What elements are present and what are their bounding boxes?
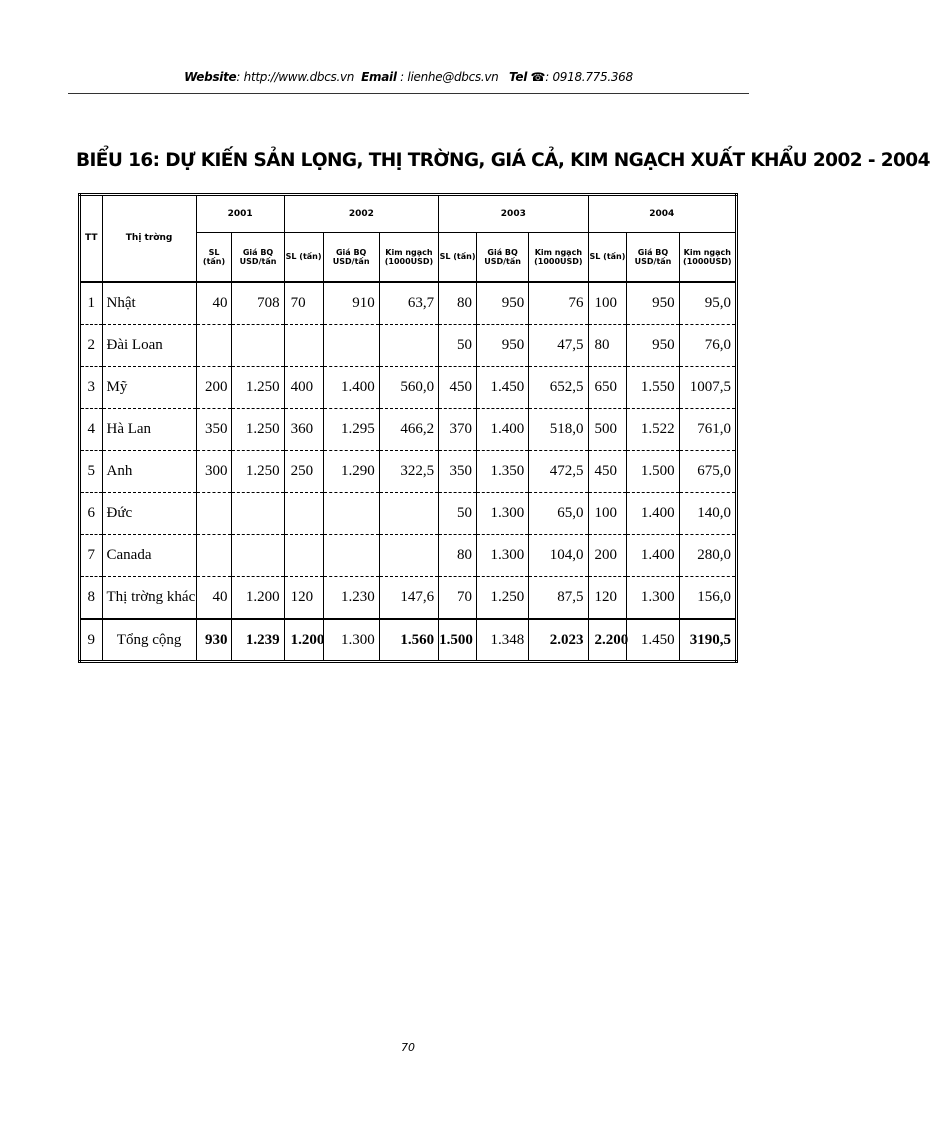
cell-tt: 4 xyxy=(80,409,103,451)
cell-kim03: 47,5 xyxy=(529,325,588,367)
email-label: Email xyxy=(361,70,397,84)
cell-sl04: 200 xyxy=(588,535,627,577)
cell-tt: 7 xyxy=(80,535,103,577)
cell-kim03: 76 xyxy=(529,282,588,325)
cell-market: Đức xyxy=(102,493,196,535)
page-header xyxy=(68,70,749,90)
cell-kim04: 280,0 xyxy=(679,535,736,577)
cell-sl03: 80 xyxy=(439,282,477,325)
cell-kim03: 87,5 xyxy=(529,577,588,620)
cell-gia01: 708 xyxy=(232,282,284,325)
cell-sl02: 360 xyxy=(284,409,323,451)
cell-gia01: 1.239 xyxy=(232,619,284,662)
cell-gia02 xyxy=(323,493,379,535)
website-label: Website xyxy=(184,70,237,84)
cell-tt: 9 xyxy=(80,619,103,662)
cell-gia02 xyxy=(323,325,379,367)
cell-kim04: 675,0 xyxy=(679,451,736,493)
cell-tt: 8 xyxy=(80,577,103,620)
cell-gia01: 1.200 xyxy=(232,577,284,620)
cell-gia01: 1.250 xyxy=(232,367,284,409)
cell-gia03: 1.348 xyxy=(477,619,529,662)
cell-kim03: 652,5 xyxy=(529,367,588,409)
cell-gia03: 1.250 xyxy=(477,577,529,620)
table-row xyxy=(80,282,737,325)
cell-kim04: 140,0 xyxy=(679,493,736,535)
cell-gia02: 1.300 xyxy=(323,619,379,662)
cell-gia01: 1.250 xyxy=(232,409,284,451)
cell-kim04: 1007,5 xyxy=(679,367,736,409)
year-2001: 2001 xyxy=(196,195,284,233)
website-value: : http://www.dbcs.vn xyxy=(236,70,355,84)
email-value: : lienhe@dbcs.vn xyxy=(400,70,499,84)
cell-kim03: 518,0 xyxy=(529,409,588,451)
table-row xyxy=(80,409,737,451)
cell-kim04: 761,0 xyxy=(679,409,736,451)
table-row xyxy=(80,577,737,620)
cell-sl03: 450 xyxy=(439,367,477,409)
cell-market: Tổng cộng xyxy=(102,619,196,662)
sub-sl: SL (tấn) xyxy=(196,233,232,283)
cell-gia03: 1.450 xyxy=(477,367,529,409)
sub-sl: SL (tấn) xyxy=(588,233,627,283)
cell-sl03: 70 xyxy=(439,577,477,620)
cell-gia01 xyxy=(232,535,284,577)
table-row xyxy=(80,367,737,409)
sub-gia: Giá BQ USD/tấn xyxy=(477,233,529,283)
sub-gia: Giá BQ USD/tấn xyxy=(232,233,284,283)
cell-sl04: 500 xyxy=(588,409,627,451)
cell-gia04: 1.522 xyxy=(627,409,679,451)
cell-gia04: 950 xyxy=(627,325,679,367)
cell-sl04: 120 xyxy=(588,577,627,620)
phone-icon: ☎ xyxy=(530,70,546,84)
cell-kim03: 472,5 xyxy=(529,451,588,493)
cell-sl01: 350 xyxy=(196,409,232,451)
cell-market: Thị trờng khác xyxy=(102,577,196,620)
cell-market: Anh xyxy=(102,451,196,493)
cell-sl03: 350 xyxy=(439,451,477,493)
cell-sl01: 40 xyxy=(196,577,232,620)
table-title: BIỂU 16: DỰ KIẾN SẢN LỌNG, THỊ TRỜNG, GIÁ CẢ, KIM NGẠCH XUẤT KHẨU 2002 - 2004 xyxy=(76,150,930,171)
cell-kim02: 63,7 xyxy=(379,282,438,325)
cell-sl02: 250 xyxy=(284,451,323,493)
cell-tt: 6 xyxy=(80,493,103,535)
cell-kim02: 147,6 xyxy=(379,577,438,620)
cell-gia02: 1.400 xyxy=(323,367,379,409)
cell-gia02: 1.230 xyxy=(323,577,379,620)
cell-gia04: 1.500 xyxy=(627,451,679,493)
table-row xyxy=(80,535,737,577)
cell-sl02: 1.200 xyxy=(284,619,323,662)
sub-sl: SL (tấn) xyxy=(284,233,323,283)
cell-market: Đài Loan xyxy=(102,325,196,367)
cell-sl02 xyxy=(284,535,323,577)
cell-gia04: 1.450 xyxy=(627,619,679,662)
sub-gia: Giá BQ USD/tấn xyxy=(323,233,379,283)
sub-kim: Kim ngạch (1000USD) xyxy=(679,233,736,283)
cell-kim04: 156,0 xyxy=(679,577,736,620)
total-row xyxy=(80,619,737,662)
year-2002: 2002 xyxy=(284,195,439,233)
cell-sl03: 80 xyxy=(439,535,477,577)
sub-gia: Giá BQ USD/tấn xyxy=(627,233,679,283)
cell-gia03: 1.400 xyxy=(477,409,529,451)
cell-gia04: 950 xyxy=(627,282,679,325)
cell-kim04: 95,0 xyxy=(679,282,736,325)
cell-gia03: 950 xyxy=(477,282,529,325)
cell-sl01 xyxy=(196,493,232,535)
cell-sl03: 50 xyxy=(439,325,477,367)
cell-sl01: 40 xyxy=(196,282,232,325)
cell-market: Canada xyxy=(102,535,196,577)
cell-gia04: 1.550 xyxy=(627,367,679,409)
cell-tt: 3 xyxy=(80,367,103,409)
sub-kim: Kim ngạch (1000USD) xyxy=(529,233,588,283)
cell-gia01 xyxy=(232,493,284,535)
cell-gia02: 910 xyxy=(323,282,379,325)
cell-sl04: 2.200 xyxy=(588,619,627,662)
cell-kim04: 3190,5 xyxy=(679,619,736,662)
cell-kim02: 466,2 xyxy=(379,409,438,451)
cell-tt: 5 xyxy=(80,451,103,493)
header-row-years xyxy=(80,195,737,233)
year-2003: 2003 xyxy=(439,195,588,233)
cell-sl03: 50 xyxy=(439,493,477,535)
table-body xyxy=(80,282,737,662)
cell-kim04: 76,0 xyxy=(679,325,736,367)
cell-kim02: 1.560 xyxy=(379,619,438,662)
cell-sl01 xyxy=(196,325,232,367)
cell-kim03: 104,0 xyxy=(529,535,588,577)
cell-gia02 xyxy=(323,535,379,577)
cell-kim03: 65,0 xyxy=(529,493,588,535)
table-row xyxy=(80,325,737,367)
sub-kim: Kim ngạch (1000USD) xyxy=(379,233,438,283)
tel-label: Tel xyxy=(509,70,528,84)
cell-gia03: 1.300 xyxy=(477,493,529,535)
cell-gia04: 1.400 xyxy=(627,493,679,535)
cell-gia02: 1.290 xyxy=(323,451,379,493)
cell-tt: 2 xyxy=(80,325,103,367)
sub-sl: SL (tấn) xyxy=(439,233,477,283)
cell-sl03: 370 xyxy=(439,409,477,451)
cell-market: Hà Lan xyxy=(102,409,196,451)
col-market: Thị trờng xyxy=(102,195,196,283)
cell-sl04: 100 xyxy=(588,282,627,325)
cell-gia04: 1.300 xyxy=(627,577,679,620)
cell-tt: 1 xyxy=(80,282,103,325)
cell-sl02: 400 xyxy=(284,367,323,409)
export-forecast-table xyxy=(78,193,738,663)
tel-value: : 0918.775.368 xyxy=(545,70,633,84)
cell-gia03: 950 xyxy=(477,325,529,367)
cell-sl02: 120 xyxy=(284,577,323,620)
cell-sl02 xyxy=(284,325,323,367)
cell-gia04: 1.400 xyxy=(627,535,679,577)
cell-gia03: 1.300 xyxy=(477,535,529,577)
cell-sl01: 930 xyxy=(196,619,232,662)
cell-gia01: 1.250 xyxy=(232,451,284,493)
cell-kim02: 560,0 xyxy=(379,367,438,409)
cell-gia03: 1.350 xyxy=(477,451,529,493)
cell-sl02: 70 xyxy=(284,282,323,325)
cell-sl01 xyxy=(196,535,232,577)
cell-sl02 xyxy=(284,493,323,535)
cell-kim02 xyxy=(379,535,438,577)
cell-sl01: 200 xyxy=(196,367,232,409)
cell-sl04: 450 xyxy=(588,451,627,493)
cell-sl03: 1.500 xyxy=(439,619,477,662)
cell-gia02: 1.295 xyxy=(323,409,379,451)
table-row xyxy=(80,451,737,493)
cell-gia01 xyxy=(232,325,284,367)
cell-kim02: 322,5 xyxy=(379,451,438,493)
cell-market: Nhật xyxy=(102,282,196,325)
cell-kim02 xyxy=(379,493,438,535)
page-number: 70 xyxy=(401,1041,415,1054)
cell-sl04: 100 xyxy=(588,493,627,535)
cell-sl01: 300 xyxy=(196,451,232,493)
table-row xyxy=(80,493,737,535)
cell-sl04: 650 xyxy=(588,367,627,409)
cell-kim02 xyxy=(379,325,438,367)
year-2004: 2004 xyxy=(588,195,736,233)
cell-sl04: 80 xyxy=(588,325,627,367)
col-tt: TT xyxy=(80,195,103,283)
cell-kim03: 2.023 xyxy=(529,619,588,662)
header-divider xyxy=(68,93,749,94)
cell-market: Mỹ xyxy=(102,367,196,409)
